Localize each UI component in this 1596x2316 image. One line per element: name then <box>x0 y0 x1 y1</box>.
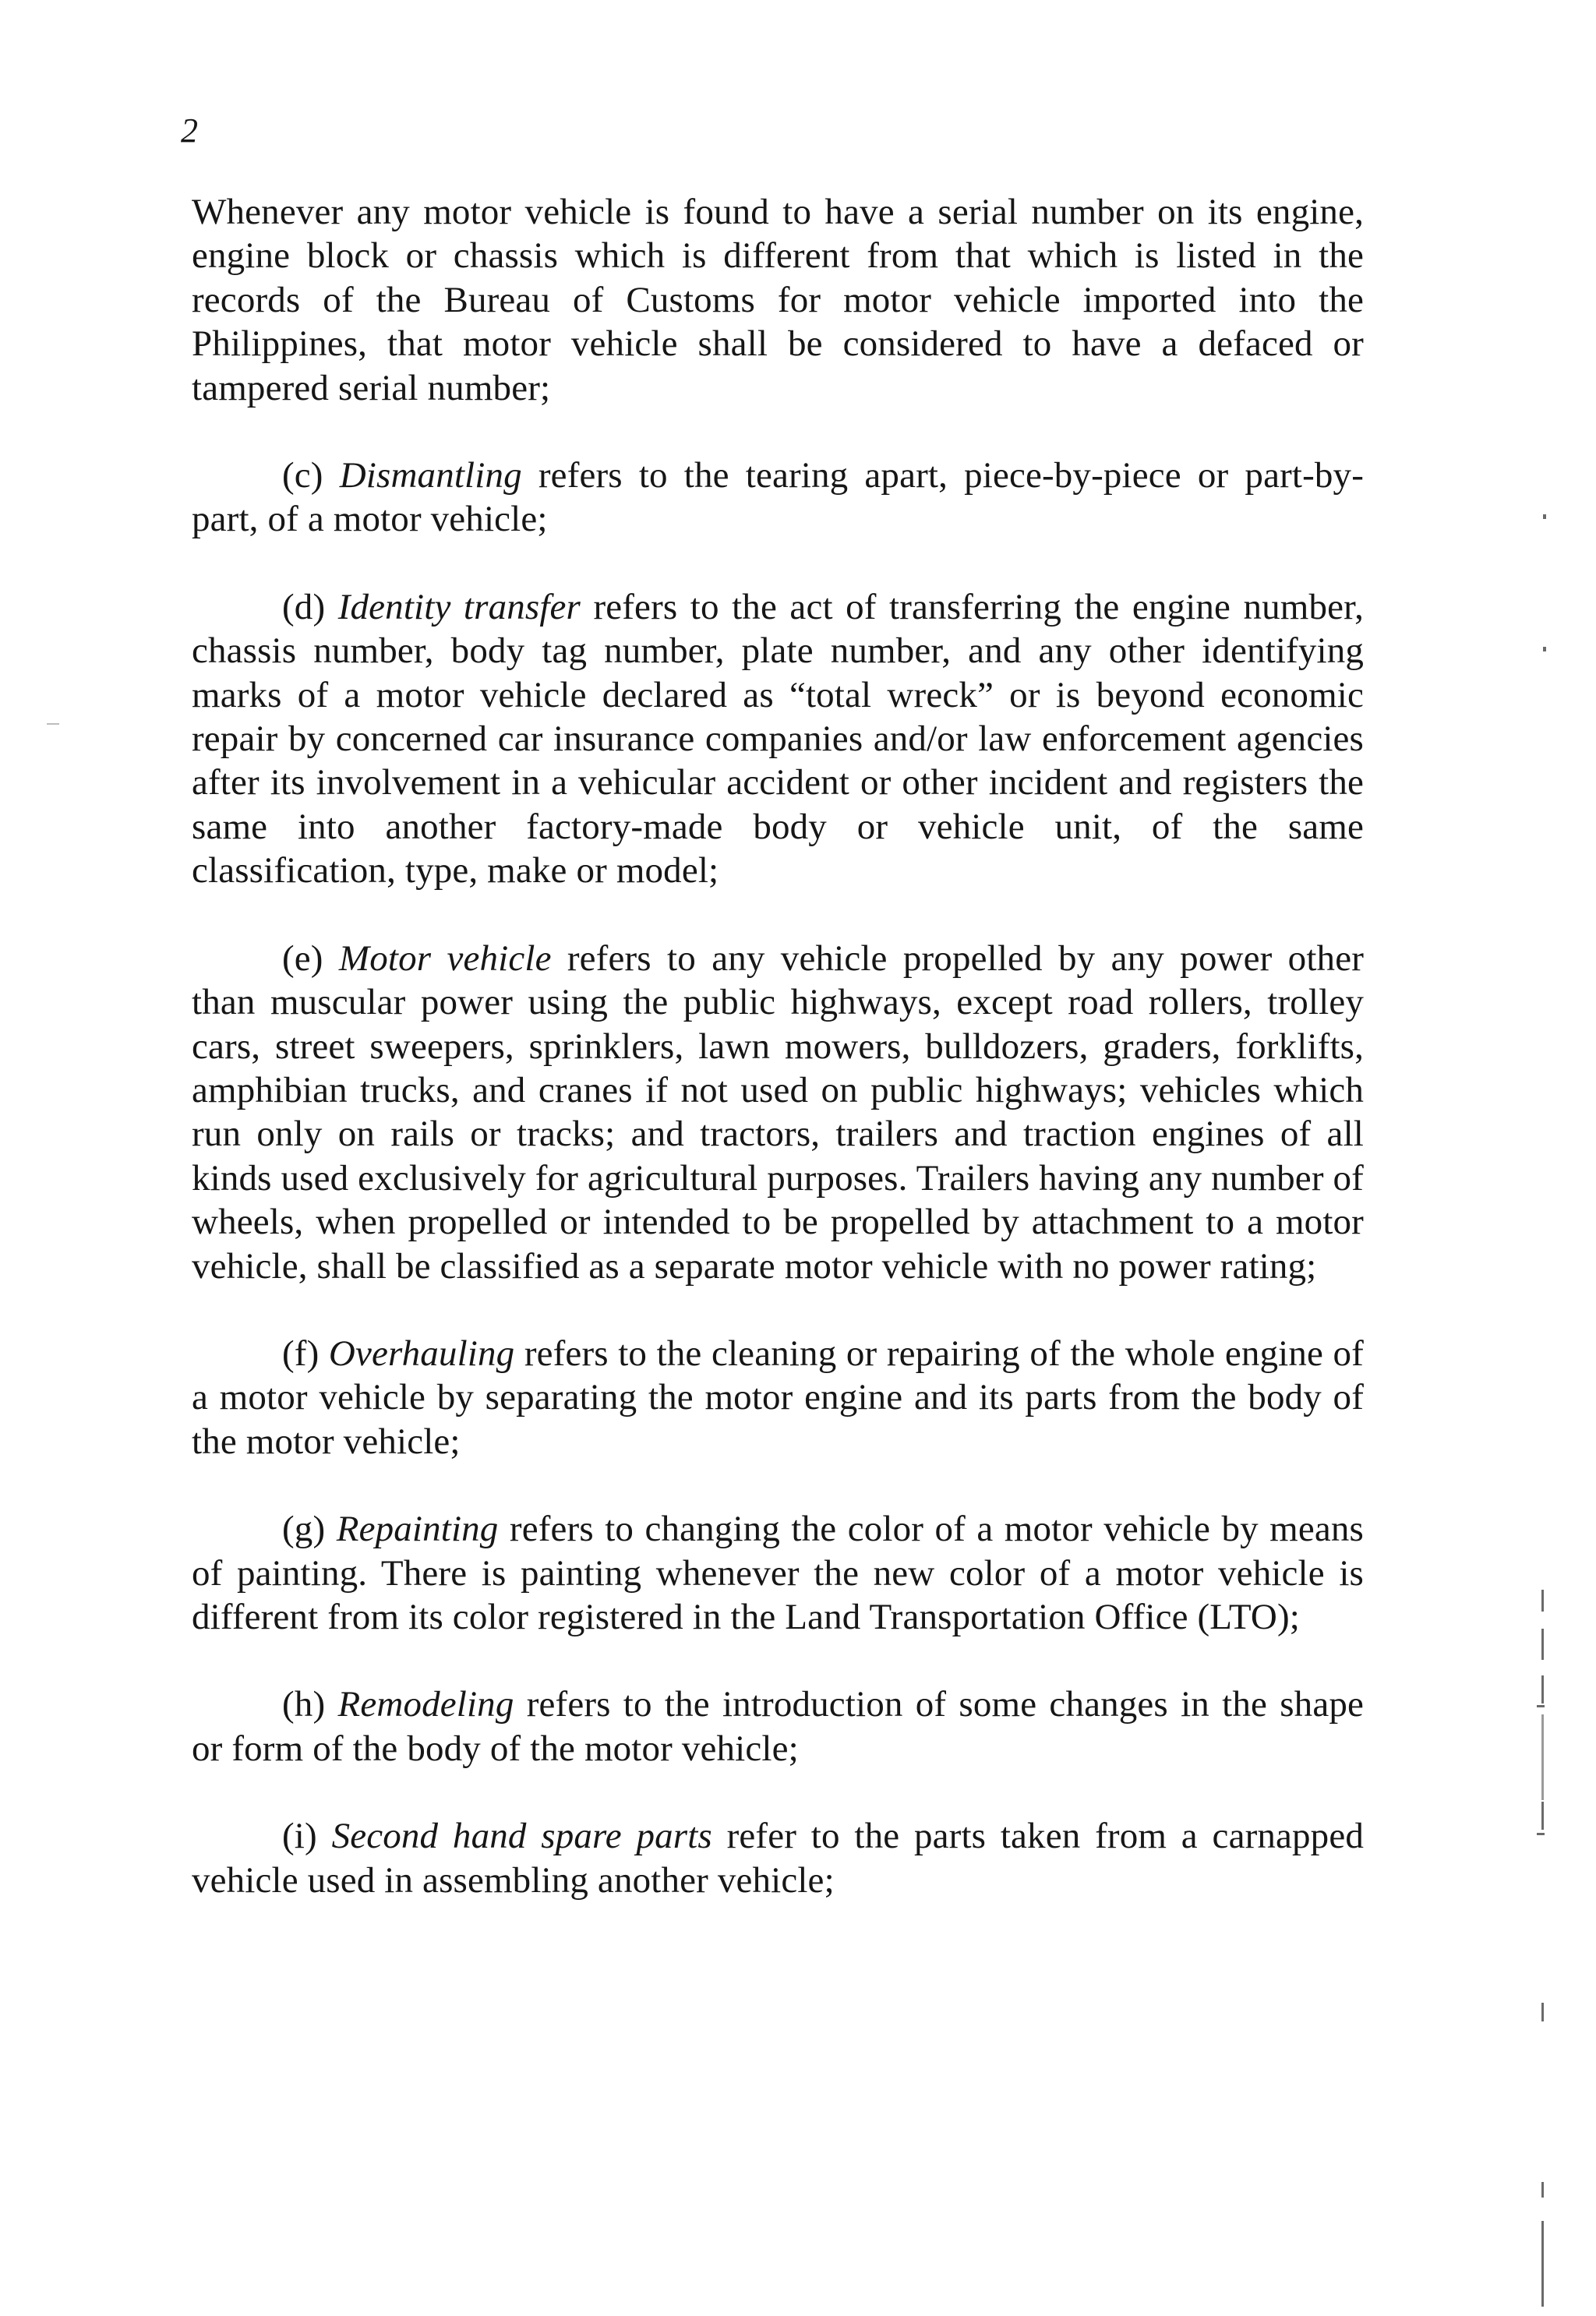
defined-term: Overhauling <box>328 1333 515 1374</box>
defined-term: Motor vehicle <box>338 937 552 979</box>
defined-term: Identity transfer <box>337 586 581 627</box>
margin-mark <box>1541 1714 1544 1800</box>
paragraph-text: Whenever any motor vehicle is found to have a serial number on its engine, engine block or chassis which is different from that which is listed in the records of the Bureau of Customs for motor vehicle imported into the Philippines, that motor vehicle shall be considered to have a defaced or tampered serial number; <box>192 192 1364 408</box>
document-body <box>192 190 1364 1946</box>
definition-text: refers to any vehicle propelled by any power other than muscular power using the public highways, except road rollers, trolley cars, street sweepers, sprinklers, lawn mowers, bulldozers, graders, forklifts, amphibian trucks, and cranes if not used on public highways; vehicles which run only on rails or tracks; and tractors, trailers and traction engines of all kinds used exclusively for agricultural purposes. Trailers having any number of wheels, when propelled or intended to be propelled by attachment to a motor vehicle, shall be classified as a separate motor vehicle with no power rating; <box>192 937 1365 1287</box>
margin-mark <box>1541 2003 1544 2021</box>
margin-mark <box>1537 1833 1545 1835</box>
definition-text: refers to the introduction of some changes in the shape or form of the body of the motor vehicle; <box>192 1684 1365 1769</box>
margin-mark <box>1541 1590 1544 1612</box>
scan-artifact-left <box>47 723 59 725</box>
definition-text: refer to the parts taken from a carnapped vehicle used in assembling another vehicle; <box>192 1816 1364 1901</box>
margin-mark <box>1541 1629 1544 1660</box>
definition-letter: (i) <box>282 1816 332 1857</box>
page-number: 2 <box>181 111 198 150</box>
definition-identity-transfer <box>192 585 1364 893</box>
definition-overhauling <box>192 1332 1364 1463</box>
margin-mark <box>1541 1675 1544 1703</box>
defined-term: Repainting <box>336 1509 499 1550</box>
definition-letter: (e) <box>282 937 339 979</box>
definition-dismantling <box>192 454 1364 542</box>
margin-mark <box>1541 1802 1544 1830</box>
margin-mark <box>1543 514 1546 519</box>
definition-motor-vehicle <box>192 937 1364 1288</box>
defined-term: Remodeling <box>337 1684 514 1725</box>
definition-letter: (g) <box>282 1509 337 1550</box>
definition-text: refers to changing the color of a motor vehicle by means of painting. There is painting whenever the new color of a motor vehicle is different from its color registered in the Land Transportation Office (LTO); <box>192 1509 1364 1637</box>
definition-text: refers to the cleaning or repairing of the whole engine of a motor vehicle by separating the motor engine and its parts from the body of the motor vehicle; <box>192 1333 1364 1462</box>
definition-repainting <box>192 1507 1364 1639</box>
definition-text: refers to the tearing apart, piece-by-piece or part-by-part, of a motor vehicle; <box>192 455 1365 540</box>
paragraph-serial-number-continuation <box>192 190 1364 410</box>
definition-letter: (f) <box>282 1333 329 1374</box>
margin-mark <box>1541 2221 1544 2307</box>
margin-mark <box>1541 2182 1544 2198</box>
margin-mark <box>1543 647 1546 651</box>
defined-term: Dismantling <box>339 455 522 496</box>
defined-term: Second hand spare parts <box>331 1816 712 1857</box>
definition-text: refers to the act of transferring the engine number, chassis number, body tag number, plate number, and any other identifying marks of a motor vehicle declared as “total wreck” or is beyond economic repair by concerned car insurance companies and/or law enforcement agencies after its involvement in a vehicular accident or other incident and registers the same into another factory-made body or vehicle unit, of the same classification, type, make or model; <box>192 586 1364 891</box>
definition-remodeling <box>192 1682 1364 1771</box>
definition-letter: (d) <box>282 586 338 627</box>
definition-letter: (h) <box>282 1684 338 1725</box>
definition-second-hand-spare-parts <box>192 1814 1364 1902</box>
definition-letter: (c) <box>282 455 340 496</box>
margin-mark <box>1537 1705 1545 1707</box>
